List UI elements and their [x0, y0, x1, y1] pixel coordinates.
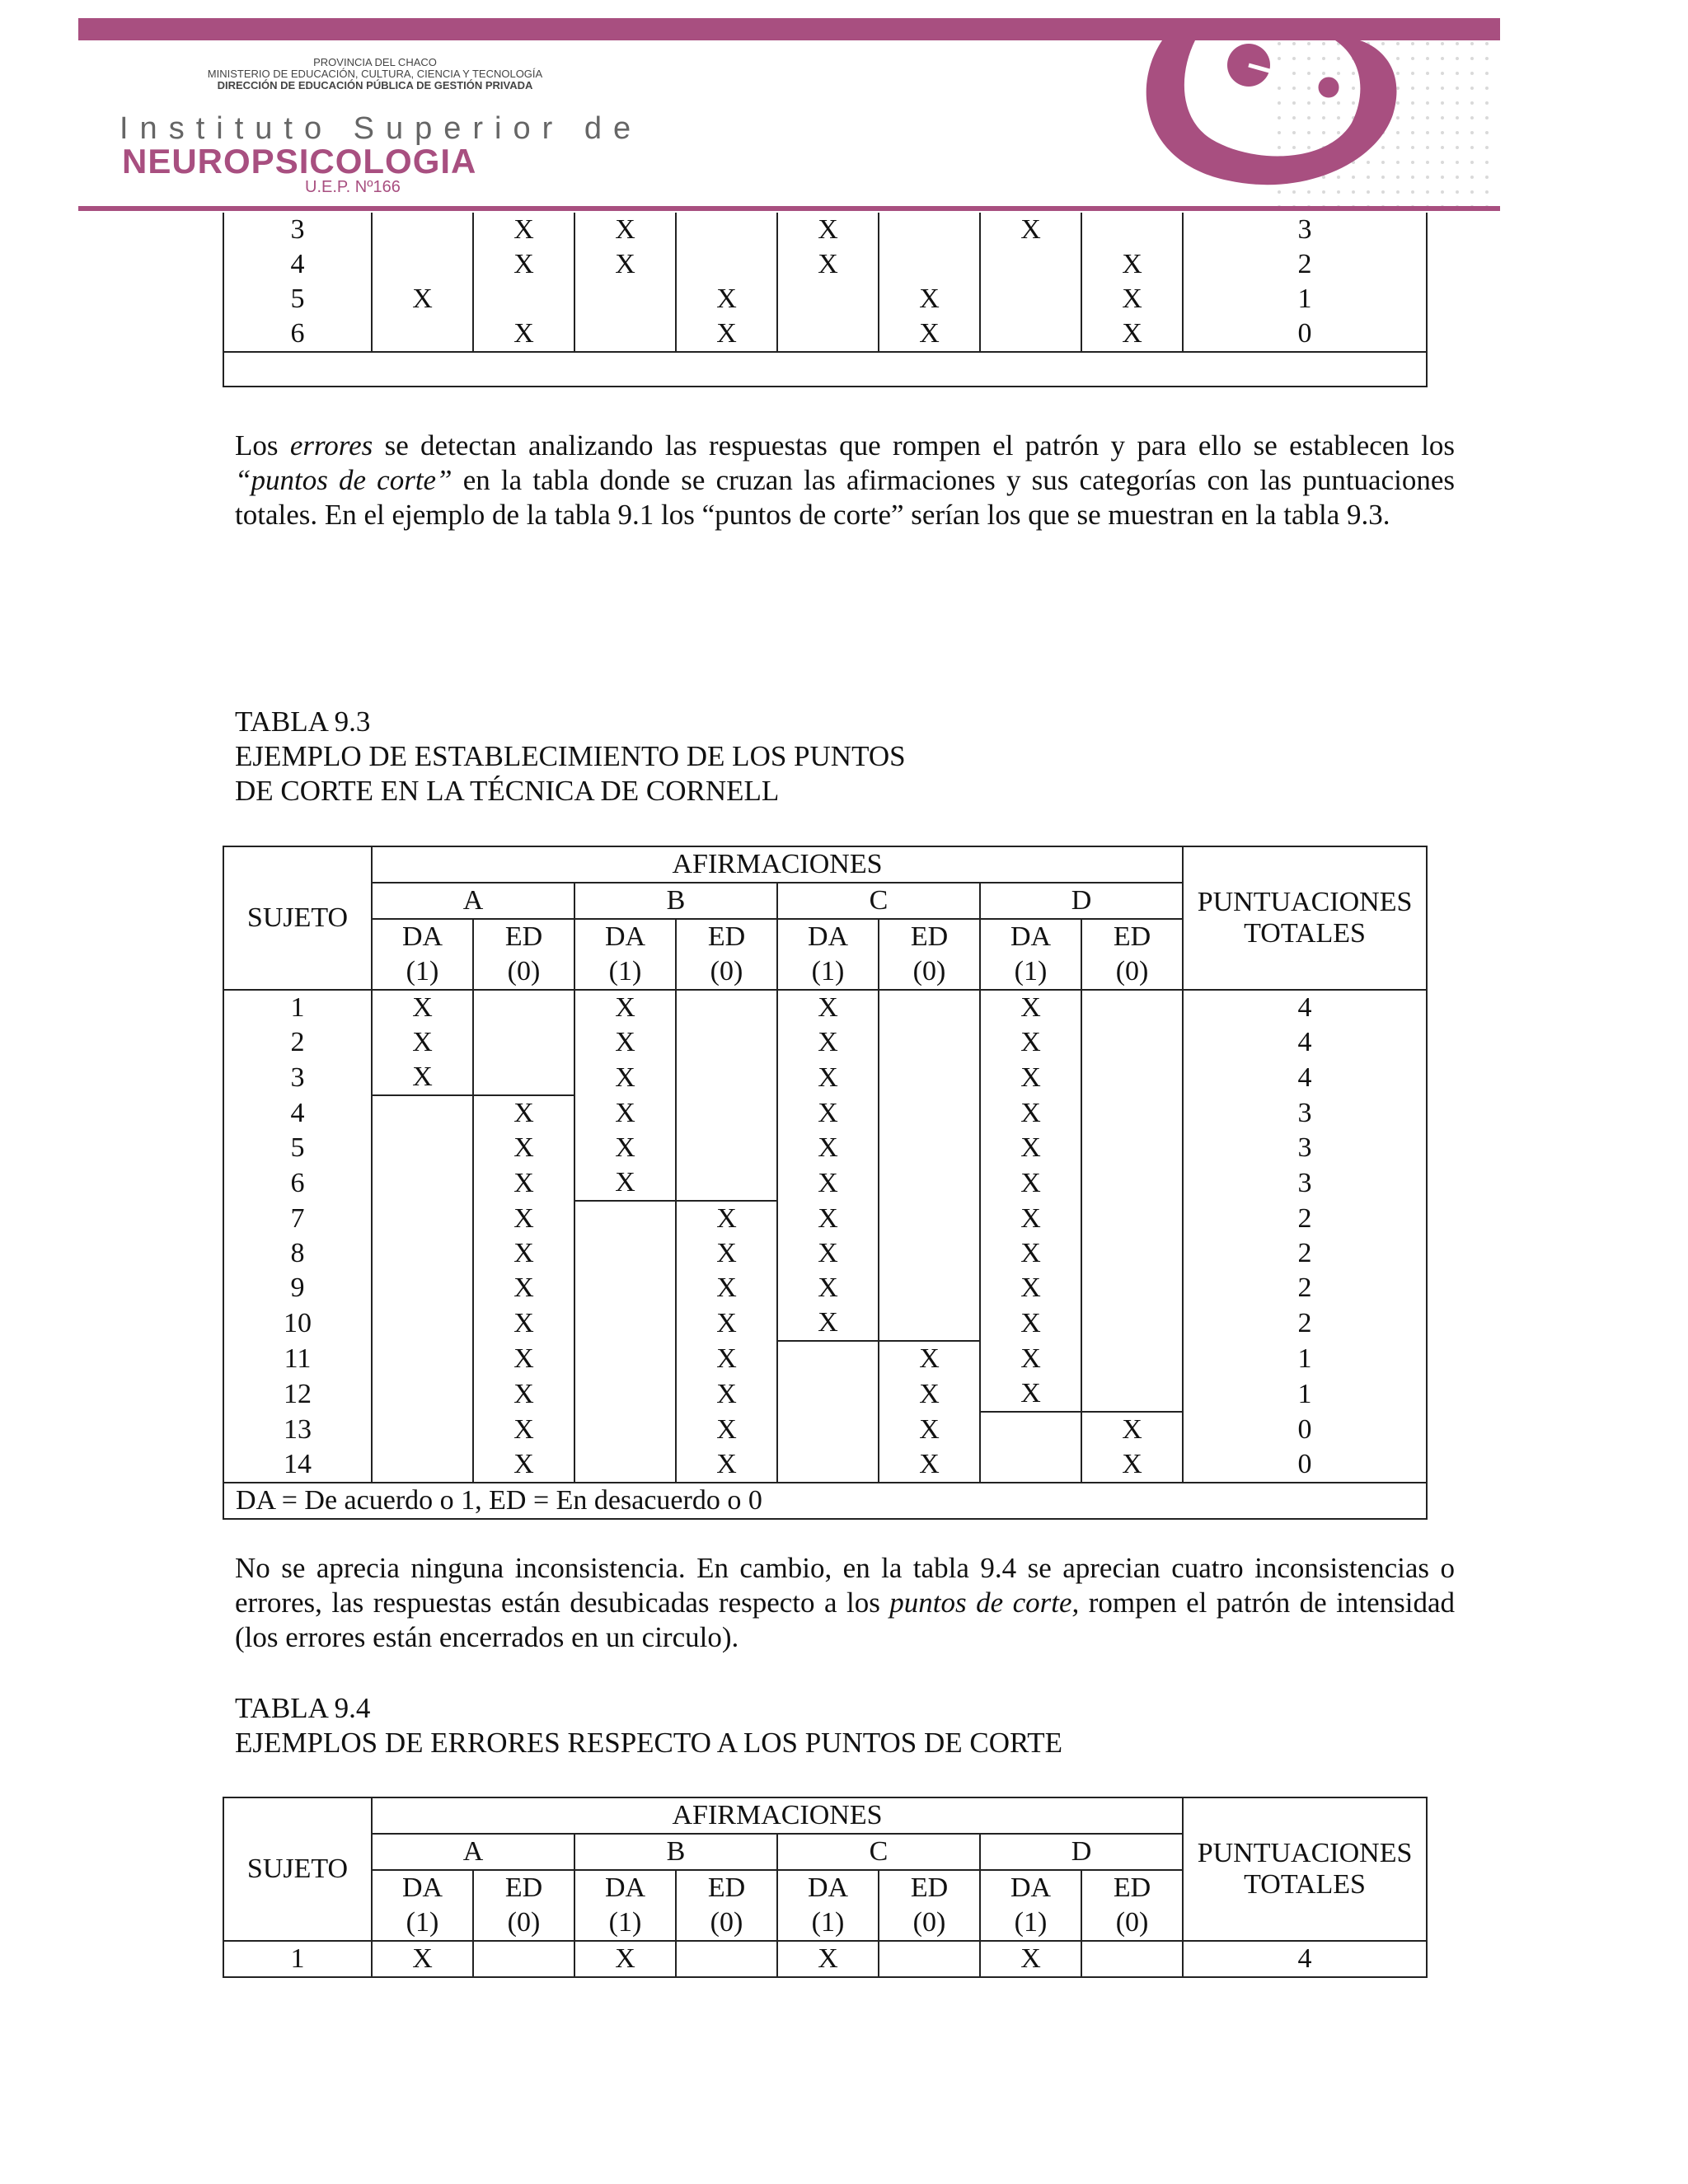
cell-response: X — [574, 1131, 676, 1165]
cell-response — [574, 316, 676, 352]
header-sujeto: SUJETO — [223, 1797, 372, 1941]
cell-sujeto: 12 — [223, 1376, 372, 1412]
cell-response — [777, 1412, 879, 1447]
header-da: DA — [980, 1870, 1081, 1905]
emphasis: “puntos de corte” — [235, 464, 452, 496]
header-value-one: (1) — [574, 1905, 676, 1941]
cell-response: X — [676, 316, 777, 352]
header-puntuaciones — [1183, 1797, 1427, 1941]
header-da: DA — [574, 1870, 676, 1905]
paragraph-inconsistencies — [235, 1551, 1455, 1655]
header-group: D — [980, 1834, 1183, 1870]
cell-sujeto: 3 — [223, 1060, 372, 1095]
header-ed: ED — [473, 1870, 574, 1905]
header-puntuaciones — [1183, 846, 1427, 990]
cell-response: X — [473, 1236, 574, 1271]
cell-response: X — [574, 1165, 676, 1201]
cell-total: 3 — [1183, 1131, 1427, 1165]
cell-response: X — [777, 1236, 879, 1271]
header-value-one: (1) — [777, 954, 879, 990]
cell-response — [1081, 1165, 1183, 1201]
table-row — [223, 1271, 1427, 1305]
cell-sujeto: 9 — [223, 1271, 372, 1305]
header-brand-logo: NEUROPSICOLOGIA — [122, 142, 477, 180]
cell-response — [777, 1447, 879, 1483]
cell-response: X — [372, 282, 473, 316]
cell-response — [473, 1060, 574, 1095]
cell-total: 2 — [1183, 1236, 1427, 1271]
cell-response: X — [372, 990, 473, 1025]
cell-response — [980, 1447, 1081, 1483]
cell-response — [574, 1236, 676, 1271]
cell-response: X — [574, 1095, 676, 1131]
cell-total: 2 — [1183, 1305, 1427, 1341]
cell-response — [777, 1376, 879, 1412]
cell-response: X — [372, 1060, 473, 1095]
cell-total: 4 — [1183, 1060, 1427, 1095]
cell-response — [372, 316, 473, 352]
cell-response — [879, 1201, 980, 1236]
header-institute: Instituto Superior de — [120, 111, 643, 146]
header-group: B — [574, 1834, 777, 1870]
cell-sujeto: 8 — [223, 1236, 372, 1271]
cell-sujeto: 4 — [223, 1095, 372, 1131]
cell-response: X — [777, 1095, 879, 1131]
cell-response: X — [473, 1447, 574, 1483]
cell-response — [879, 1025, 980, 1060]
cell-response: X — [980, 1376, 1081, 1412]
cell-response: X — [574, 247, 676, 282]
cell-response: X — [980, 1201, 1081, 1236]
cell-response — [372, 1236, 473, 1271]
header-sujeto: SUJETO — [223, 846, 372, 990]
cell-response — [879, 1305, 980, 1341]
header-value-zero: (0) — [676, 1905, 777, 1941]
cell-response: X — [473, 247, 574, 282]
cell-response — [879, 1060, 980, 1095]
cell-response — [1081, 990, 1183, 1025]
cell-response — [372, 1412, 473, 1447]
cell-response — [980, 247, 1081, 282]
cell-response — [676, 990, 777, 1025]
cell-response — [372, 1305, 473, 1341]
cell-sujeto: 14 — [223, 1447, 372, 1483]
cell-response — [1081, 1271, 1183, 1305]
text: en la tabla donde se cruzan las afirmaciones y sus categorías con las puntuaciones totales. En el ejemplo de la tabla 9.1 los “puntos de corte” serían los que se muestran en la tabla 9.3. — [235, 464, 1455, 531]
header-group: C — [777, 883, 980, 919]
header-value-zero: (0) — [1081, 1905, 1183, 1941]
cell-response: X — [676, 1271, 777, 1305]
cell-response: X — [676, 1376, 777, 1412]
header-value-one: (1) — [372, 1905, 473, 1941]
emphasis: puntos de corte, — [889, 1586, 1080, 1619]
cell-response: X — [980, 990, 1081, 1025]
header-value-zero: (0) — [1081, 954, 1183, 990]
cell-response: X — [574, 1025, 676, 1060]
cell-response — [574, 1271, 676, 1305]
cell-response: X — [980, 1305, 1081, 1341]
table-row — [223, 1165, 1427, 1201]
header-ed: ED — [879, 1870, 980, 1905]
header-puntuaciones-line1: PUNTUACIONES — [1197, 887, 1413, 917]
cell-response: X — [879, 316, 980, 352]
table-footer-empty — [223, 352, 1427, 387]
cell-response: X — [473, 1412, 574, 1447]
table-row — [223, 282, 1427, 316]
cell-response: X — [980, 213, 1081, 247]
cell-total: 3 — [1183, 213, 1427, 247]
cell-response: X — [574, 1060, 676, 1095]
cell-response — [879, 1271, 980, 1305]
paragraph-errors — [235, 429, 1455, 532]
header-puntuaciones-line2: TOTALES — [1244, 918, 1366, 949]
cell-response — [879, 213, 980, 247]
cell-response: X — [777, 1941, 879, 1977]
cell-response: X — [879, 1412, 980, 1447]
cell-response — [879, 1165, 980, 1201]
header-decoration-icon — [1113, 40, 1500, 206]
table-footnote-row — [223, 1483, 1427, 1519]
cell-total: 0 — [1183, 1447, 1427, 1483]
cell-response: X — [676, 1341, 777, 1376]
cell-response: X — [980, 1165, 1081, 1201]
cell-response — [574, 1412, 676, 1447]
cell-sujeto: 2 — [223, 1025, 372, 1060]
cell-response — [574, 1305, 676, 1341]
cell-response: X — [777, 1271, 879, 1305]
cell-response: X — [473, 1376, 574, 1412]
cell-response: X — [777, 1060, 879, 1095]
cell-response — [676, 1060, 777, 1095]
cell-response: X — [372, 1025, 473, 1060]
table-continued — [223, 213, 1428, 387]
cell-sujeto: 6 — [223, 1165, 372, 1201]
cell-response: X — [574, 1941, 676, 1977]
table-row — [223, 1060, 1427, 1095]
cell-total: 0 — [1183, 1412, 1427, 1447]
text: Los — [235, 429, 290, 462]
header-da: DA — [777, 1870, 879, 1905]
cell-total: 1 — [1183, 282, 1427, 316]
header-value-zero: (0) — [473, 954, 574, 990]
header-ed: ED — [473, 919, 574, 954]
cell-response — [777, 282, 879, 316]
cell-total: 1 — [1183, 1341, 1427, 1376]
cell-response: X — [473, 1131, 574, 1165]
table-9-4 — [223, 1797, 1428, 1978]
cell-total: 4 — [1183, 1025, 1427, 1060]
header-group: C — [777, 1834, 980, 1870]
cell-response: X — [676, 1305, 777, 1341]
cell-response: X — [473, 1165, 574, 1201]
table-9-3 — [223, 846, 1428, 1520]
cell-response — [372, 1341, 473, 1376]
cell-total: 3 — [1183, 1095, 1427, 1131]
cell-response — [372, 1376, 473, 1412]
cell-response — [574, 1341, 676, 1376]
cell-response — [1081, 1095, 1183, 1131]
cell-response — [473, 282, 574, 316]
cell-response: X — [676, 1201, 777, 1236]
header-puntuaciones-line1: PUNTUACIONES — [1197, 1838, 1413, 1868]
table-row — [223, 990, 1427, 1025]
header-value-zero: (0) — [879, 1905, 980, 1941]
cell-response: X — [777, 1165, 879, 1201]
header-group: A — [372, 1834, 574, 1870]
cell-response: X — [980, 1271, 1081, 1305]
table-row — [223, 1376, 1427, 1412]
cell-response: X — [676, 282, 777, 316]
header-ed: ED — [1081, 919, 1183, 954]
table93-title: TABLA 9.3 — [235, 705, 371, 738]
table-row — [223, 1201, 1427, 1236]
cell-response — [980, 282, 1081, 316]
table-row — [223, 247, 1427, 282]
cell-total: 2 — [1183, 1201, 1427, 1236]
cell-response — [879, 1131, 980, 1165]
header-ed: ED — [676, 1870, 777, 1905]
cell-response: X — [676, 1236, 777, 1271]
header-ed: ED — [879, 919, 980, 954]
cell-response — [676, 247, 777, 282]
emphasis: errores — [289, 429, 373, 462]
cell-response — [1081, 213, 1183, 247]
cell-sujeto: 3 — [223, 213, 372, 247]
cell-sujeto: 5 — [223, 282, 372, 316]
table93-subtitle-2: DE CORTE EN LA TÉCNICA DE CORNELL — [235, 775, 780, 807]
cell-response: X — [777, 1025, 879, 1060]
cell-response — [372, 1095, 473, 1131]
cell-response: X — [980, 1060, 1081, 1095]
cell-total: 3 — [1183, 1165, 1427, 1201]
header-afirmaciones: AFIRMACIONES — [372, 1797, 1183, 1834]
table-row — [223, 1305, 1427, 1341]
cell-response — [372, 1131, 473, 1165]
cell-response — [980, 1412, 1081, 1447]
header-group: D — [980, 883, 1183, 919]
cell-sujeto: 5 — [223, 1131, 372, 1165]
cell-response: X — [777, 1305, 879, 1341]
cell-response: X — [676, 1412, 777, 1447]
header-value-one: (1) — [574, 954, 676, 990]
cell-response — [1081, 1025, 1183, 1060]
cell-response — [676, 1131, 777, 1165]
table94-title: TABLA 9.4 — [235, 1692, 371, 1724]
cell-response — [574, 1201, 676, 1236]
cell-response — [676, 1095, 777, 1131]
header-da: DA — [372, 919, 473, 954]
cell-response — [574, 282, 676, 316]
cell-response: X — [473, 1271, 574, 1305]
cell-response: X — [1081, 247, 1183, 282]
cell-response: X — [777, 990, 879, 1025]
header-value-one: (1) — [777, 1905, 879, 1941]
table-footnote: DA = De acuerdo o 1, ED = En desacuerdo o 0 — [223, 1483, 1427, 1519]
cell-sujeto: 10 — [223, 1305, 372, 1341]
cell-response — [980, 316, 1081, 352]
header-ministry: MINISTERIO DE EDUCACIÓN, CULTURA, CIENCIA Y TECNOLOGÍA — [207, 68, 543, 80]
cell-response: X — [879, 282, 980, 316]
text: se detectan analizando las respuestas que rompen el patrón y para ello se establecen los — [373, 429, 1456, 462]
cell-response: X — [1081, 1412, 1183, 1447]
table-row — [223, 213, 1427, 247]
header-group: A — [372, 883, 574, 919]
text: No se aprecia ninguna inconsistencia. En cambio, en la tabla 9.4 se aprecian cuatro inconsistencias o errores, las respuestas están desubicadas respecto a los — [235, 1552, 1455, 1619]
header-province: PROVINCIA DEL CHACO — [313, 56, 437, 68]
cell-response — [473, 1941, 574, 1977]
table93-subtitle-1: EJEMPLO DE ESTABLECIMIENTO DE LOS PUNTOS — [235, 740, 906, 772]
cell-response: X — [980, 1131, 1081, 1165]
cell-response: X — [980, 1941, 1081, 1977]
header-uep: U.E.P. Nº166 — [305, 178, 401, 196]
cell-response — [676, 213, 777, 247]
cell-response: X — [473, 1201, 574, 1236]
cell-response — [372, 247, 473, 282]
cell-sujeto: 11 — [223, 1341, 372, 1376]
table-row — [223, 1095, 1427, 1131]
header-value-zero: (0) — [879, 954, 980, 990]
table-row — [223, 1412, 1427, 1447]
header-value-one: (1) — [980, 954, 1081, 990]
cell-sujeto: 1 — [223, 990, 372, 1025]
header-afirmaciones: AFIRMACIONES — [372, 846, 1183, 883]
header-ed: ED — [1081, 1870, 1183, 1905]
cell-response — [1081, 1341, 1183, 1376]
header-value-one: (1) — [372, 954, 473, 990]
cell-response: X — [473, 1305, 574, 1341]
cell-total: 0 — [1183, 316, 1427, 352]
cell-response: X — [1081, 316, 1183, 352]
header-direction: DIRECCIÓN DE EDUCACIÓN PÚBLICA DE GESTIÓN PRIVADA — [217, 79, 533, 91]
cell-response — [372, 1201, 473, 1236]
cell-total: 2 — [1183, 247, 1427, 282]
cell-response — [777, 1341, 879, 1376]
cell-response — [372, 1447, 473, 1483]
cell-response — [777, 316, 879, 352]
header-puntuaciones-line2: TOTALES — [1244, 1869, 1366, 1900]
cell-response — [574, 1447, 676, 1483]
cell-response: X — [574, 213, 676, 247]
cell-response — [372, 1165, 473, 1201]
cell-response — [676, 1025, 777, 1060]
cell-response: X — [1081, 1447, 1183, 1483]
cell-response — [1081, 1376, 1183, 1412]
header-da: DA — [980, 919, 1081, 954]
cell-total: 4 — [1183, 1941, 1427, 1977]
cell-response: X — [473, 316, 574, 352]
cell-response: X — [473, 1095, 574, 1131]
table-row — [223, 1341, 1427, 1376]
header-group: B — [574, 883, 777, 919]
cell-response — [879, 990, 980, 1025]
header-ed: ED — [676, 919, 777, 954]
header-da: DA — [372, 1870, 473, 1905]
cell-response: X — [473, 1341, 574, 1376]
cell-response — [1081, 1941, 1183, 1977]
cell-sujeto: 4 — [223, 247, 372, 282]
cell-response — [1081, 1305, 1183, 1341]
header-value-zero: (0) — [473, 1905, 574, 1941]
header-da: DA — [777, 919, 879, 954]
cell-response — [879, 1941, 980, 1977]
header-rule — [78, 206, 1500, 211]
cell-response — [879, 1236, 980, 1271]
cell-response — [1081, 1236, 1183, 1271]
cell-response — [676, 1941, 777, 1977]
cell-sujeto: 7 — [223, 1201, 372, 1236]
cell-response: X — [980, 1095, 1081, 1131]
cell-response: X — [879, 1341, 980, 1376]
cell-response: X — [777, 247, 879, 282]
table-row — [223, 1131, 1427, 1165]
cell-response — [372, 213, 473, 247]
cell-response: X — [777, 1201, 879, 1236]
table-row — [223, 1941, 1427, 1977]
table-row — [223, 1447, 1427, 1483]
table-footer-row — [223, 352, 1427, 387]
text: rompen el patrón de intensidad (los errores están encerrados en un circulo). — [235, 1586, 1456, 1653]
cell-response: X — [879, 1376, 980, 1412]
cell-response — [1081, 1131, 1183, 1165]
cell-response — [473, 990, 574, 1025]
cell-response — [473, 1025, 574, 1060]
table-row — [223, 316, 1427, 352]
cell-response — [1081, 1201, 1183, 1236]
header-value-one: (1) — [980, 1905, 1081, 1941]
header-da: DA — [574, 919, 676, 954]
cell-response: X — [676, 1447, 777, 1483]
cell-response: X — [777, 1131, 879, 1165]
cell-response: X — [574, 990, 676, 1025]
cell-response — [1081, 1060, 1183, 1095]
cell-response — [372, 1271, 473, 1305]
header-bar — [78, 18, 1500, 40]
cell-total: 1 — [1183, 1376, 1427, 1412]
cell-response: X — [980, 1341, 1081, 1376]
cell-response: X — [980, 1025, 1081, 1060]
cell-response: X — [1081, 282, 1183, 316]
cell-total: 2 — [1183, 1271, 1427, 1305]
cell-response: X — [980, 1236, 1081, 1271]
table-row — [223, 1236, 1427, 1271]
cell-response — [574, 1376, 676, 1412]
cell-response — [879, 247, 980, 282]
cell-response — [676, 1165, 777, 1201]
cell-response: X — [777, 213, 879, 247]
table94-subtitle: EJEMPLOS DE ERRORES RESPECTO A LOS PUNTOS DE CORTE — [235, 1727, 1062, 1759]
header-value-zero: (0) — [676, 954, 777, 990]
cell-sujeto: 13 — [223, 1412, 372, 1447]
cell-response: X — [372, 1941, 473, 1977]
cell-total: 4 — [1183, 990, 1427, 1025]
cell-sujeto: 6 — [223, 316, 372, 352]
table-row — [223, 1025, 1427, 1060]
cell-sujeto: 1 — [223, 1941, 372, 1977]
cell-response — [879, 1095, 980, 1131]
cell-response: X — [879, 1447, 980, 1483]
cell-response: X — [473, 213, 574, 247]
